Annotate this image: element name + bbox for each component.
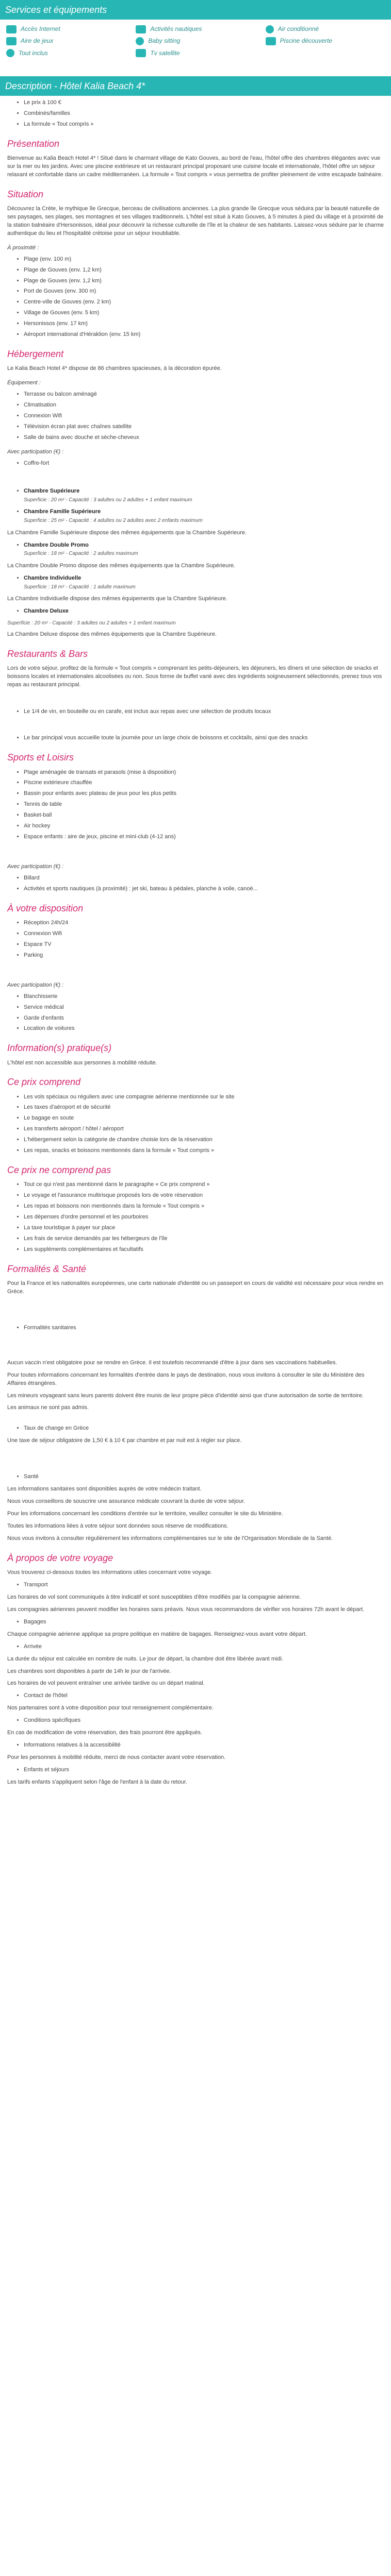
list-item: • Service médical [24, 1004, 384, 1012]
formalites-para: Nous vous invitons à consulter régulièrement les informations complémentaires sur le site de l'Organisation Mondiale de la Santé. [7, 1535, 333, 1541]
list-item: • Activités et sports nautiques (à proximité) : jet ski, bateau à pédales, planche à voile, canoë... [24, 885, 384, 893]
list-item: • Plage (env. 100 m) [24, 256, 384, 264]
list-item: • Bagages [24, 1618, 384, 1626]
room-item [24, 508, 384, 524]
list-item: • Bassin pour enfants avec plateau de jeux pour les plus petits [24, 790, 384, 798]
situation-heading: Situation [7, 189, 44, 199]
inclus-heading: Ce prix comprend [7, 1077, 81, 1088]
service-label: Piscine découverte [280, 37, 333, 45]
boat-icon [136, 25, 146, 33]
list-item: • Garde d'enfants [24, 1014, 384, 1023]
list-item: • Piscine extérieure chauffée [24, 779, 384, 787]
dispo-list [7, 919, 384, 960]
room-list [7, 487, 384, 525]
description-title: Description - Hôtel Kalia Beach 4* [5, 81, 145, 92]
apropos-para: Les compagnies aériennes peuvent modifier les horaires sans préavis. Nous vous recommandons de vérifier vos horaires 72h avant le départ. [7, 1606, 365, 1613]
service-label: Baby sitting [148, 37, 181, 45]
room-desc: Superficie : 18 m² - Capacité : 1 adulte maximum [24, 584, 136, 590]
formalites-para: Aucun vaccin n'est obligatoire pour se rendre en Grèce. Il est toutefois recommandé d'être à jour dans ses vaccinations habituelles. [7, 1359, 337, 1366]
list-item: • Connexion Wifi [24, 412, 384, 420]
paid-list [7, 993, 384, 1033]
formalites-para: Une taxe de séjour obligatoire de 1,50 € à 10 € par chambre et par nuit est à régler sur place. [7, 1437, 242, 1444]
equipment-subtitle: Équipement : [7, 380, 41, 386]
formalites-list [7, 1473, 384, 1481]
apropos-para: Pour les personnes à mobilité réduite, merci de nous contacter avant votre réservation. [7, 1754, 226, 1761]
formalites-para: Toutes les informations liées à votre séjour sont données sous réserve de modifications. [7, 1523, 229, 1530]
service-label: Accès Internet [21, 25, 60, 32]
pool-icon [266, 37, 276, 45]
list-item: • Hersonissos (env. 17 km) [24, 320, 384, 328]
formalites-list [7, 1324, 384, 1332]
drink-icon [6, 49, 14, 57]
list-item: • Plage aménagée de transats et parasols (mise à disposition) [24, 769, 384, 777]
apropos-para: Les horaires de vol sont communiqués à titre indicatif et sont susceptibles d'être modifiés par la compagnie aérienne. [7, 1594, 301, 1600]
room-title: • Chambre Double Promo [24, 541, 89, 548]
info-heading: Information(s) pratique(s) [7, 1043, 112, 1054]
list-item: • Tout ce qui n'est pas mentionné dans le paragraphe « Ce prix comprend » [24, 1181, 384, 1189]
presentation-heading: Présentation [7, 138, 60, 149]
list-item: • Port de Gouves (env. 300 m) [24, 287, 384, 296]
list-item: • La formule « Tout compris » [24, 121, 384, 129]
list-item: • Contact de l'hôtel [24, 1692, 384, 1700]
service-jeux [6, 37, 125, 45]
list-item: • Plage de Gouves (env. 1,2 km) [24, 266, 384, 275]
apropos-list [7, 1643, 384, 1651]
list-item: • Formalités sanitaires [24, 1324, 384, 1332]
hebergement-heading: Hébergement [7, 349, 64, 360]
room-list [7, 541, 384, 558]
apropos-list [7, 1741, 384, 1750]
services-header [0, 0, 391, 20]
service-label: Tv satellite [150, 49, 180, 57]
list-item: • Plage de Gouves (env. 1,2 km) [24, 277, 384, 285]
list-item: • Blanchisserie [24, 993, 384, 1001]
room-note: La Chambre Individuelle dispose des mêmes équipements que la Chambre Supérieure. [7, 596, 227, 602]
room-title: • Chambre Individuelle [24, 574, 82, 581]
formalites-para: Pour toutes informations concernant les formalités d'entrée dans le pays de destination, nous vous invitons à consulter le site du Ministère des Affaires étrangères. [7, 1371, 365, 1386]
non-inclus-list [7, 1181, 384, 1254]
room-desc: Superficie : 20 m² - Capacité : 3 adultes ou 2 adultes + 1 enfant maximum [24, 497, 192, 503]
list-item: • Transport [24, 1581, 384, 1589]
formalites-para: Pour les informations concernant les conditions d'entrée sur le territoire, veuillez consulter le site du Ministère. [7, 1511, 283, 1517]
list-item: • Location de voitures [24, 1025, 384, 1033]
list-item: • Les taxes d'aéroport et de sécurité [24, 1104, 384, 1112]
apropos-para: La durée du séjour est calculée en nombre de nuits. Le jour de départ, la chambre doit être libérée avant midi. [7, 1655, 284, 1662]
restaurants-text: Lors de votre séjour, profitez de la formule « Tout compris » comprenant les petits-déjeuners, les déjeuners, les dîners et une sélection de snacks et boissons locales et internationales alcoolisées ou non. Sous forme de buffet varié avec des ingrédients soigneusement sélectionnés, prenez tous vos repas au restaurant principal. [7, 665, 382, 688]
service-label: Activités nautiques [150, 25, 202, 32]
list-item: • Combinés/familles [24, 110, 384, 118]
formalites-heading: Formalités & Santé [7, 1263, 87, 1274]
apropos-para: Nos partenaires sont à votre disposition pour tout renseignement complémentaire. [7, 1705, 214, 1711]
list-item: • Santé [24, 1473, 384, 1481]
paid-list [7, 460, 384, 468]
list-item: • Arrivée [24, 1643, 384, 1651]
room-item [24, 487, 384, 504]
list-item: • Espace TV [24, 941, 384, 949]
room-title: • Chambre Deluxe [24, 608, 69, 615]
room-item [24, 574, 384, 591]
list-item: • Les frais de service demandés par les hébergeurs de l'île [24, 1235, 384, 1243]
non-inclus-heading: Ce prix ne comprend pas [7, 1165, 111, 1176]
list-item: • Le bagage en soute [24, 1114, 384, 1123]
service-nautique [136, 25, 255, 33]
service-label: Air conditionné [278, 25, 319, 32]
room-desc: Superficie : 18 m² - Capacité : 2 adultes maximum [24, 551, 138, 557]
list-item: • Conditions spécifiques [24, 1717, 384, 1725]
list-item: • Les vols spéciaux ou réguliers avec une compagnie aérienne mentionnée sur le site [24, 1093, 384, 1101]
formalites-list [7, 1425, 384, 1433]
apropos-list [7, 1692, 384, 1700]
paid-list [7, 874, 384, 893]
room-item [24, 607, 384, 616]
hebergement-text: Le Kalia Beach Hotel 4* dispose de 86 chambres spacieuses, à la décoration épurée. [7, 365, 222, 372]
paid-subtitle: Avec participation (€) : [7, 448, 64, 455]
list-item: • Réception 24h/24 [24, 919, 384, 927]
apropos-list [7, 1766, 384, 1774]
formalites-para: Les mineurs voyageant sans leurs parents doivent être munis de leur propre pièce d'identité ainsi que d'une autorisation de sortie de territoire. [7, 1392, 364, 1399]
room-note: La Chambre Double Promo dispose des mêmes équipements que la Chambre Supérieure. [7, 562, 236, 569]
situation-text: Découvrez la Crète, le mythique île Grecque, berceau de civilisations anciennes. La plus grande île Grecque vous séduira par la beauté naturelle de ses paysages, ses plages, ses montagnes et ses villages traditionnels. L'hôtel est situé à Kato Gouves, à 5 minutes à pied du village et à proximité de la station balnéaire d'Hersonissos, idéal pour découvrir la richesse culturelle de l'île et la chaleur de ses habitants. Laissez-vous séduire par le charme authentique du lieu et l'hospitalité crétoise pour un séjour inoubliable. [7, 205, 384, 236]
service-label: Tout inclus [19, 49, 48, 57]
formalites-para: Les animaux ne sont pas admis. [7, 1404, 89, 1411]
info-text: L'hôtel est non accessible aux personnes à mobilité réduite. [7, 1059, 157, 1066]
paid-subtitle: Avec participation (€) : [7, 981, 64, 988]
list-item: • Informations relatives à la accessibilité [24, 1741, 384, 1750]
sports-heading: Sports et Loisirs [7, 752, 74, 763]
room-list [7, 607, 384, 616]
list-item: • Tennis de table [24, 801, 384, 809]
list-item: • Taux de change en Grèce [24, 1425, 384, 1433]
formalites-para: Nous vous conseillons de souscrire une assurance médicale couvrant la durée de votre séjour. [7, 1498, 246, 1505]
list-item: • Télévision écran plat avec chaînes satellite [24, 423, 384, 431]
list-item: • Air hockey [24, 822, 384, 831]
list-item: • Salle de bains avec douche et sèche-cheveux [24, 434, 384, 442]
service-tv [136, 49, 255, 58]
list-item: • L'hébergement selon la catégorie de chambre choisie lors de la réservation [24, 1136, 384, 1144]
paid-subtitle: Avec participation (€) : [7, 863, 64, 870]
restaurants-heading: Restaurants & Bars [7, 648, 88, 659]
apropos-list [7, 1581, 384, 1589]
list-item: • Espace enfants : aire de jeux, piscine et mini-club (4-12 ans) [24, 833, 384, 841]
list-item: • Les repas et boissons non mentionnés dans la formule « Tout compris » [24, 1202, 384, 1211]
sports-list [7, 769, 384, 842]
room-item [24, 541, 384, 558]
list-item: • Connexion Wifi [24, 930, 384, 938]
intro-list [7, 99, 384, 129]
list-item: • Centre-ville de Gouves (env. 2 km) [24, 298, 384, 307]
playground-icon [6, 37, 17, 45]
list-item: • Parking [24, 952, 384, 960]
list-item: • Le voyage et l'assurance multirisque proposés lors de votre réservation [24, 1192, 384, 1200]
tv-icon [136, 49, 146, 57]
dispo-heading: À votre disposition [7, 903, 84, 913]
services-grid [0, 20, 391, 61]
inclus-list [7, 1093, 384, 1156]
formalites-para: Les informations sanitaires sont disponibles auprès de votre médecin traitant. [7, 1486, 202, 1493]
service-baby [136, 37, 255, 45]
list-item: • Le 1/4 de vin, en bouteille ou en carafe, est inclus aux repas avec une sélection de produits locaux [24, 708, 384, 716]
list-item: • Basket-ball [24, 811, 384, 820]
list-item: • Climatisation [24, 401, 384, 410]
room-title: • Chambre Famille Supérieure [24, 509, 101, 515]
restaurants-list-2 [7, 734, 384, 742]
service-internet [6, 25, 125, 33]
list-item: • Enfants et séjours [24, 1766, 384, 1774]
snowflake-icon [266, 25, 274, 33]
list-item: • Terrasse ou balcon aménagé [24, 391, 384, 399]
list-item: • Les dépenses d'ordre personnel et les pourboires [24, 1213, 384, 1222]
apropos-para: Les chambres sont disponibles à partir de 14h le jour de l'arrivée. [7, 1668, 171, 1674]
restaurants-list [7, 708, 384, 716]
list-item: • Les repas, snacks et boissons mentionnés dans la formule « Tout compris » [24, 1147, 384, 1155]
service-piscine [266, 37, 385, 45]
room-title: • Chambre Supérieure [24, 487, 80, 494]
room-note: La Chambre Deluxe dispose des mêmes équipements que la Chambre Supérieure. [7, 631, 217, 637]
apropos-para: Les horaires de vol peuvent entraîner une arrivée tardive ou un départ matinal. [7, 1680, 205, 1687]
list-item: • Les transferts aéroport / hôtel / aéroport [24, 1125, 384, 1133]
apropos-para: Chaque compagnie aérienne applique sa propre politique en matière de bagages. Renseignez-vous avant votre départ. [7, 1631, 307, 1637]
equipment-list [7, 391, 384, 442]
list-item: • Coffre-fort [24, 460, 384, 468]
services-title: Services et équipements [5, 5, 107, 15]
room-desc: Superficie : 20 m² - Capacité : 3 adultes ou 2 adultes + 1 enfant maximum [7, 620, 176, 626]
formalites-text: Pour la France et les nationalités européennes, une carte nationale d'identité ou un passeport en cours de validité est nécessaire pour vous rendre en Grèce. [7, 1280, 384, 1295]
room-list [7, 574, 384, 591]
list-item: • Village de Gouves (env. 5 km) [24, 309, 384, 317]
list-item: • Les suppléments complémentaires et facultatifs [24, 1246, 384, 1254]
service-air [266, 25, 385, 33]
room-desc: Superficie : 25 m² - Capacité : 4 adultes ou 2 adultes avec 2 enfants maximum [24, 518, 203, 524]
list-item: • Aéroport international d'Héraklion (env. 15 km) [24, 331, 384, 339]
apropos-heading: À propos de votre voyage [7, 1552, 113, 1563]
description-header [0, 76, 391, 96]
list-item: • Le prix à 100 € [24, 99, 384, 107]
apropos-list [7, 1618, 384, 1626]
list-item: • Le bar principal vous accueille toute la journée pour un large choix de boissons et cocktails, ainsi que des snacks [24, 734, 384, 742]
proximity-subtitle: À proximité : [7, 244, 39, 251]
proximity-list [7, 256, 384, 340]
presentation-text: Bienvenue au Kalia Beach Hotel 4* ! Situé dans le charmant village de Kato Gouves, au bord de l'eau, l'hôtel offre des chambres élégantes avec vue sur la mer ou les jardins. Avec une piscine extérieure et un restaurant principal proposant une cuisine locale et internationale, l'hôtel offre un séjour relaxant et confortable dans un cadre méditerranéen. La formule « Tout compris » vous permettra de profiter pleinement de votre escapade balnéaire. [7, 155, 383, 178]
list-item: • Billard [24, 874, 384, 883]
baby-icon [136, 37, 144, 45]
service-inclus [6, 49, 125, 58]
apropos-para: En cas de modification de votre réservation, des frais pourront être appliqués. [7, 1730, 202, 1736]
service-label: Aire de jeux [21, 37, 54, 45]
apropos-text: Vous trouverez ci-dessous toutes les informations utiles concernant votre voyage. [7, 1569, 213, 1576]
wifi-icon [6, 25, 17, 33]
room-note: La Chambre Famille Supérieure dispose des mêmes équipements que la Chambre Supérieure. [7, 529, 247, 536]
apropos-list [7, 1717, 384, 1725]
list-item: • La taxe touristique à payer sur place [24, 1224, 384, 1232]
apropos-para: Les tarifs enfants s'appliquent selon l'âge de l'enfant à la date du retour. [7, 1778, 187, 1785]
